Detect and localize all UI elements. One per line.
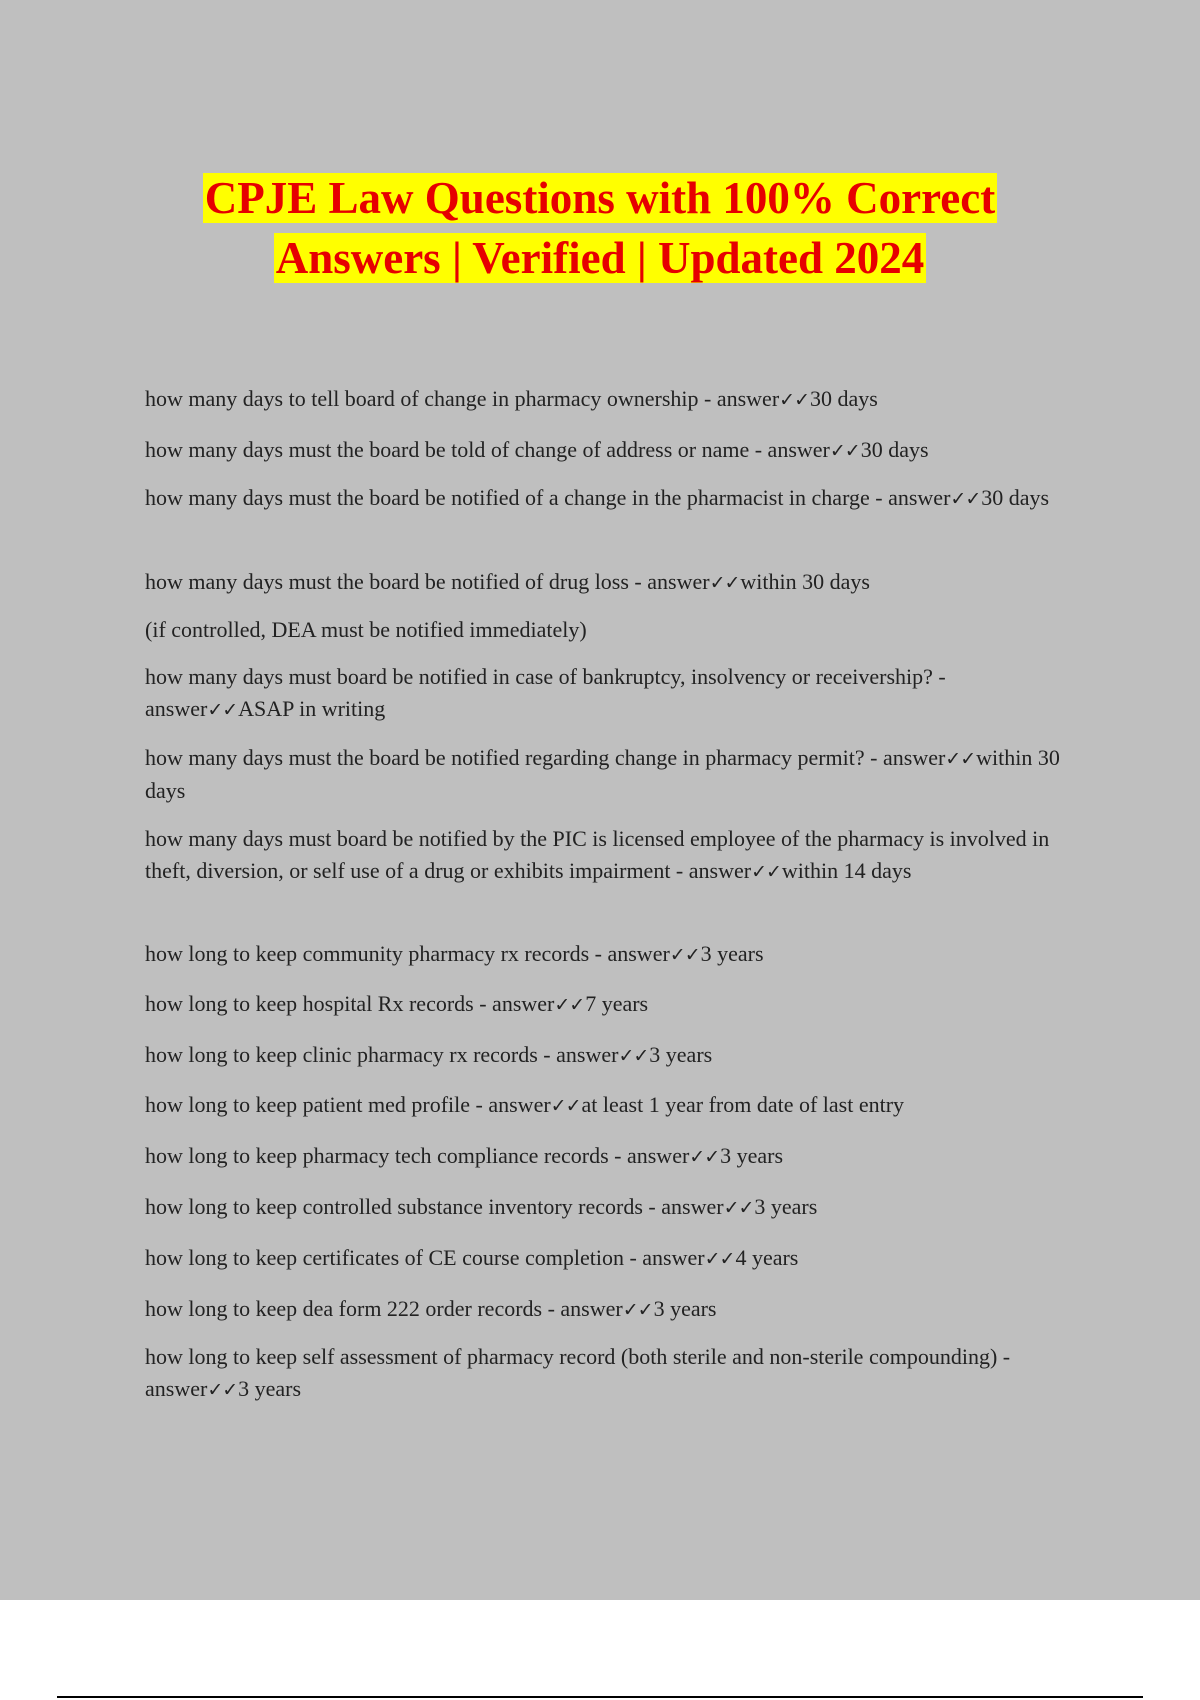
check-icon: ✓✓ bbox=[689, 1146, 720, 1168]
check-icon: ✓✓ bbox=[669, 944, 700, 966]
check-icon: ✓✓ bbox=[618, 1045, 649, 1067]
qa-item bbox=[145, 1191, 1090, 1224]
answer-text: within 30 days bbox=[145, 745, 1060, 803]
qa-item bbox=[145, 988, 1090, 1021]
answer-text: 3 years bbox=[653, 1296, 717, 1321]
question-text: how long to keep dea form 222 order records - answer bbox=[145, 1296, 623, 1321]
answer-text: within 30 days bbox=[740, 569, 870, 594]
question-text: how long to keep patient med profile - answer bbox=[145, 1092, 551, 1117]
qa-item bbox=[145, 742, 1090, 807]
question-text: how many days must the board be told of change of address or name - answer bbox=[145, 437, 830, 462]
answer-text: 3 years bbox=[238, 1376, 302, 1401]
answer-text: 7 years bbox=[585, 991, 649, 1016]
check-icon: ✓✓ bbox=[779, 389, 809, 411]
title-line-2: Answers | Verified | Updated 2024 bbox=[275, 233, 925, 283]
check-icon: ✓✓ bbox=[554, 994, 585, 1016]
answer-text: 3 years bbox=[754, 1194, 818, 1219]
check-icon: ✓✓ bbox=[550, 1095, 581, 1117]
qa-item bbox=[145, 566, 1090, 599]
check-icon: ✓✓ bbox=[622, 1299, 653, 1321]
note-text: (if controlled, DEA must be notified immediately) bbox=[145, 617, 587, 642]
check-icon: ✓✓ bbox=[207, 699, 238, 721]
qa-item bbox=[145, 661, 1090, 726]
question-text: how long to keep self assessment of pharmacy record (both sterile and non-sterile compounding) - answer bbox=[145, 1344, 1011, 1401]
qa-note bbox=[145, 614, 1090, 646]
answer-text: ASAP in writing bbox=[238, 696, 386, 721]
qa-item bbox=[145, 434, 1090, 467]
answer-text: within 14 days bbox=[781, 858, 912, 883]
qa-item bbox=[145, 1242, 1090, 1275]
qa-item bbox=[145, 823, 1090, 888]
check-icon: ✓✓ bbox=[207, 1379, 238, 1401]
check-icon: ✓✓ bbox=[945, 748, 976, 770]
question-text: how many days to tell board of change in pharmacy ownership - answer bbox=[145, 386, 780, 411]
title-line-1: CPJE Law Questions with 100% Correct bbox=[204, 173, 996, 223]
answer-text: 3 years bbox=[649, 1042, 713, 1067]
question-text: how many days must board be notified in case of bankruptcy, insolvency or receivership? - answer bbox=[145, 664, 946, 721]
answer-text: 4 years bbox=[735, 1245, 799, 1270]
page-title bbox=[0, 168, 1200, 288]
question-text: how long to keep controlled substance inventory records - answer bbox=[145, 1194, 724, 1219]
question-text: how many days must the board be notified of a change in the pharmacist in charge - answer bbox=[145, 485, 951, 510]
question-text: how many days must the board be notified regarding change in pharmacy permit? - answer bbox=[145, 745, 946, 770]
answer-text: 3 years bbox=[720, 1143, 784, 1168]
check-icon: ✓✓ bbox=[709, 572, 740, 594]
check-icon: ✓✓ bbox=[829, 440, 860, 462]
question-text: how long to keep community pharmacy rx records - answer bbox=[145, 941, 670, 966]
qa-item bbox=[145, 1039, 1090, 1072]
answer-text: at least 1 year from date of last entry bbox=[581, 1092, 905, 1117]
answer-text: 30 days bbox=[810, 386, 878, 411]
qa-item bbox=[145, 383, 1090, 416]
answer-text: 3 years bbox=[700, 941, 764, 966]
question-text: how many days must the board be notified of drug loss - answer bbox=[145, 569, 710, 594]
check-icon: ✓✓ bbox=[704, 1248, 735, 1270]
check-icon: ✓✓ bbox=[723, 1197, 754, 1219]
question-text: how long to keep certificates of CE course completion - answer bbox=[145, 1245, 705, 1270]
question-text: how long to keep pharmacy tech compliance records - answer bbox=[145, 1143, 690, 1168]
answer-text: 30 days bbox=[981, 485, 1050, 510]
question-text: how long to keep hospital Rx records - answer bbox=[145, 991, 555, 1016]
qa-item bbox=[145, 938, 1090, 971]
qa-item bbox=[145, 1293, 1090, 1326]
question-text: how long to keep clinic pharmacy rx records - answer bbox=[145, 1042, 619, 1067]
footer-divider bbox=[57, 1696, 1143, 1698]
qa-item bbox=[145, 1140, 1090, 1173]
answer-text: 30 days bbox=[860, 437, 929, 462]
check-icon: ✓✓ bbox=[950, 488, 981, 510]
qa-item bbox=[145, 1341, 1090, 1406]
qa-item bbox=[145, 1089, 1090, 1122]
check-icon: ✓✓ bbox=[751, 861, 781, 883]
qa-item bbox=[145, 482, 1090, 515]
question-text: how many days must board be notified by the PIC is licensed employee of the pharmacy is involved in theft, diversion, or self use of a drug or exhibits impairment - answer bbox=[145, 826, 1050, 883]
